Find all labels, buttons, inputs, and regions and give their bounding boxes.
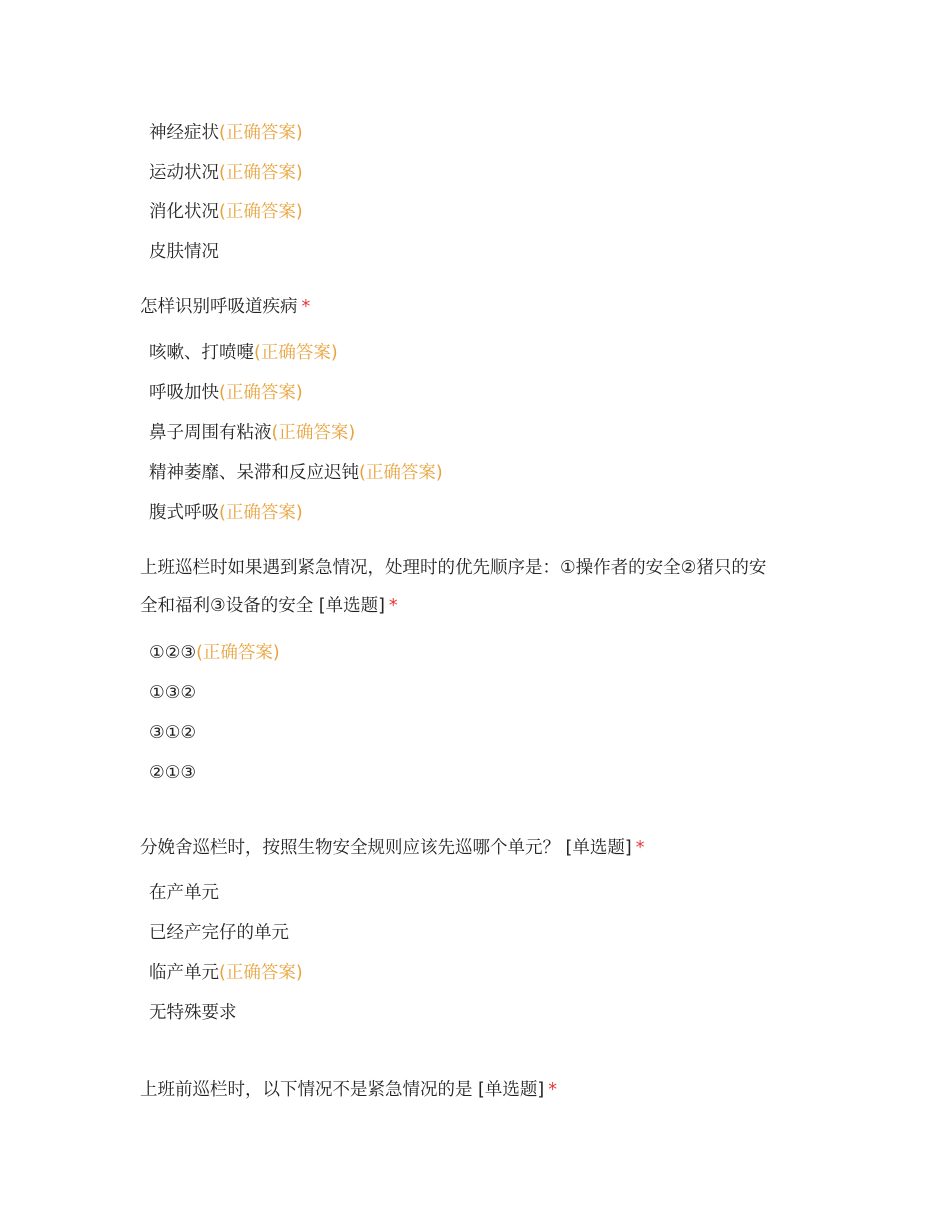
question-title-q2-line2 [140, 595, 398, 617]
required-asterisk: * [388, 596, 398, 616]
option-text: 鼻子周围有粘液 [149, 423, 272, 443]
correct-answer-tag: (正确答案) [196, 643, 280, 663]
correct-answer-tag: (正确答案) [219, 123, 303, 143]
question-title-q1 [140, 296, 310, 318]
option-q1-2 [149, 382, 303, 404]
required-asterisk: * [548, 1080, 557, 1100]
question-text: 分娩舍巡栏时，按照生物安全规则应该先巡哪个单元？ [单选题] [140, 838, 632, 858]
option-q1-5 [149, 502, 303, 524]
question-text: 怎样识别呼吸道疾病 [140, 297, 298, 317]
option-q2-2 [149, 682, 196, 704]
option-text: 临产单元 [149, 963, 219, 983]
option-q0-4 [149, 241, 219, 263]
correct-answer-tag: (正确答案) [219, 383, 303, 403]
required-asterisk: * [301, 297, 311, 317]
option-q3-4 [149, 1002, 237, 1024]
option-text: 呼吸加快 [149, 383, 219, 403]
correct-answer-tag: (正确答案) [254, 343, 338, 363]
option-q3-2 [149, 922, 289, 944]
correct-answer-tag: (正确答案) [219, 963, 303, 983]
option-text: 精神萎靡、呆滞和反应迟钝 [149, 463, 359, 483]
question-text: 上班前巡栏时，以下情况不是紧急情况的是 [单选题] [140, 1080, 545, 1100]
option-q3-3 [149, 962, 303, 984]
option-q1-4 [149, 462, 443, 484]
option-q1-3 [149, 422, 355, 444]
option-q2-4 [149, 762, 196, 784]
option-q2-1 [149, 642, 280, 664]
option-q0-3 [149, 201, 303, 223]
question-title-q4 [140, 1079, 557, 1101]
option-text: 无特殊要求 [149, 1003, 237, 1023]
correct-answer-tag: (正确答案) [271, 423, 356, 443]
option-text: 已经产完仔的单元 [149, 923, 289, 943]
correct-answer-tag: (正确答案) [219, 503, 303, 523]
option-text: ①②③ [149, 643, 197, 663]
correct-answer-tag: (正确答案) [219, 163, 303, 183]
question-title-q2-line1 [140, 557, 766, 579]
option-q3-1 [149, 882, 219, 904]
option-text: ③①② [149, 723, 197, 743]
option-text: 腹式呼吸 [149, 503, 219, 523]
option-text: 在产单元 [149, 883, 219, 903]
option-text: 咳嗽、打喷嚏 [149, 343, 254, 363]
required-asterisk: * [635, 838, 645, 858]
correct-answer-tag: (正确答案) [359, 463, 443, 483]
option-text: 运动状况 [149, 163, 219, 183]
option-text: 神经症状 [149, 123, 219, 143]
option-text: 消化状况 [149, 202, 219, 222]
option-text: ①③② [149, 683, 197, 703]
correct-answer-tag: (正确答案) [219, 202, 303, 222]
question-text: 全和福利③设备的安全 [单选题] [140, 596, 385, 616]
question-title-q3 [140, 837, 644, 859]
option-q0-1 [149, 122, 303, 144]
option-text: ②①③ [149, 763, 197, 783]
option-q1-1 [149, 342, 338, 364]
question-text: 上班巡栏时如果遇到紧急情况，处理时的优先顺序是：①操作者的安全②猪只的安 [140, 558, 767, 578]
option-q0-2 [149, 162, 303, 184]
option-q2-3 [149, 722, 196, 744]
option-text: 皮肤情况 [149, 242, 219, 262]
